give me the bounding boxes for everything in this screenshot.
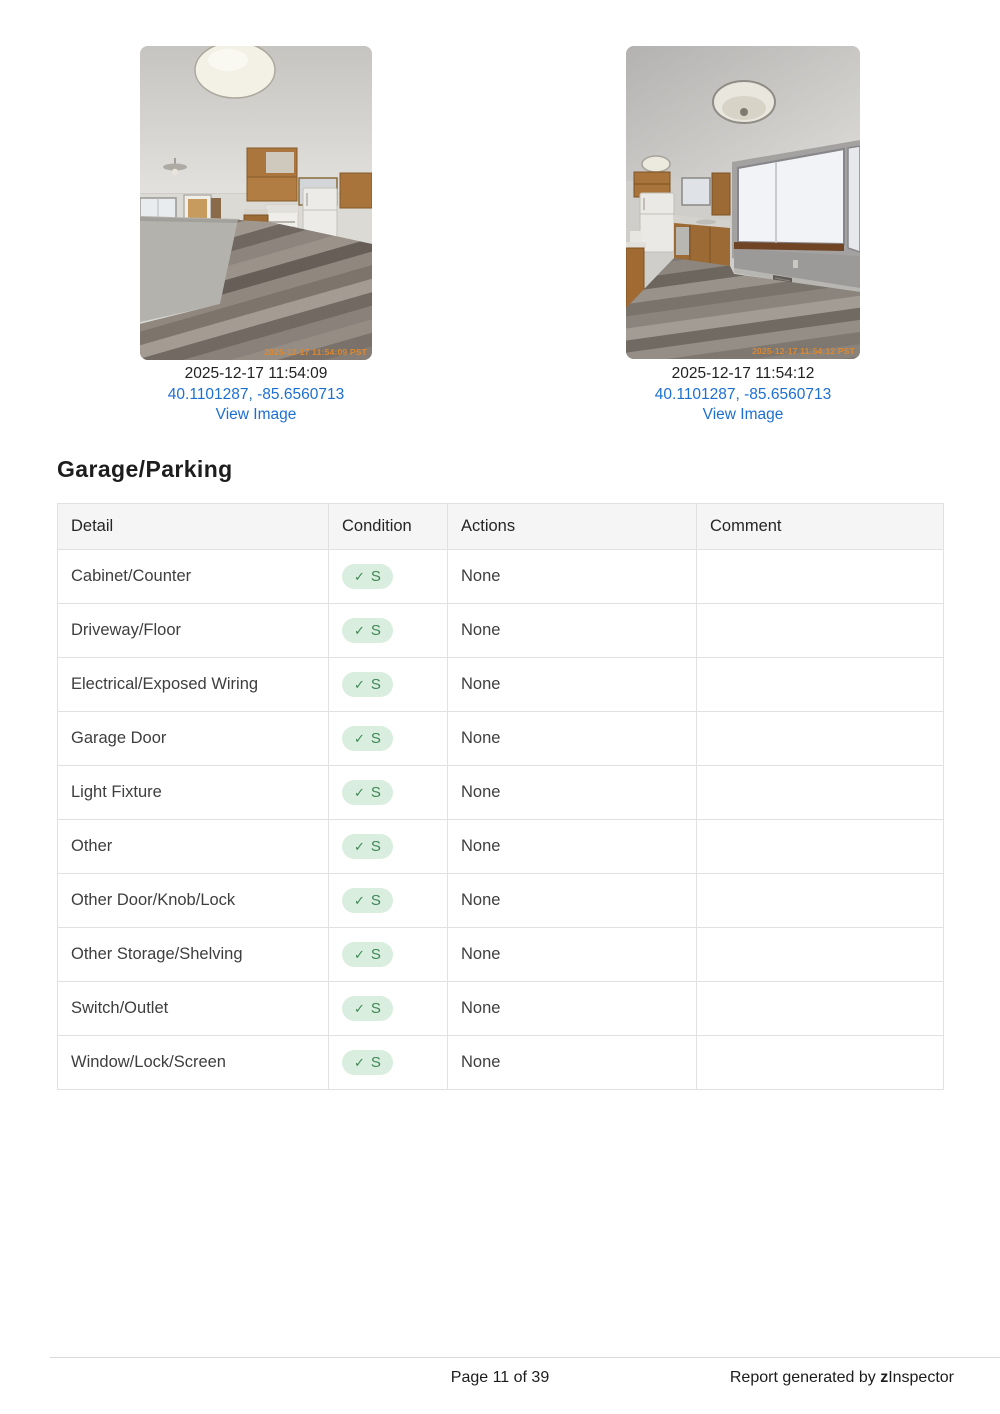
check-icon: ✓: [354, 1001, 365, 1016]
comment-cell: [697, 874, 944, 928]
condition-cell: [329, 820, 448, 874]
check-icon: ✓: [354, 785, 365, 800]
condition-code: S: [370, 946, 381, 963]
condition-cell: [329, 712, 448, 766]
brand-z: z: [880, 1369, 889, 1386]
check-icon: ✓: [354, 947, 365, 962]
condition-code: S: [370, 622, 381, 639]
condition-code: S: [370, 676, 381, 693]
detail-cell: Window/Lock/Screen: [58, 1036, 329, 1090]
section-title: Garage/Parking: [57, 456, 233, 482]
check-icon: ✓: [354, 569, 365, 584]
inspection-table: [57, 503, 944, 1090]
actions-cell: None: [448, 550, 697, 604]
photo-1-coordinates-link[interactable]: 40.1101287, -85.6560713: [167, 385, 345, 403]
photo-1-caption: [140, 364, 372, 426]
photo-1-view-image-link[interactable]: View Image: [215, 406, 297, 423]
condition-badge: [342, 1050, 393, 1075]
photo-2-timestamp: 2025-12-17 11:54:12: [671, 365, 815, 382]
actions-cell: None: [448, 1036, 697, 1090]
photo-2-coordinates-link[interactable]: 40.1101287, -85.6560713: [654, 385, 832, 403]
condition-code: S: [370, 784, 381, 801]
report-generator-credit: [730, 1369, 954, 1387]
comment-cell: [697, 1036, 944, 1090]
table-row: [58, 712, 944, 766]
property-photo-1: [140, 46, 372, 360]
actions-cell: None: [448, 820, 697, 874]
outlet: [793, 260, 798, 268]
photo-2-view-image-link[interactable]: View Image: [702, 406, 784, 423]
comment-cell: [697, 820, 944, 874]
check-icon: ✓: [354, 839, 365, 854]
actions-cell: None: [448, 874, 697, 928]
condition-cell: [329, 982, 448, 1036]
check-icon: ✓: [354, 623, 365, 638]
table-row: [58, 604, 944, 658]
table-row: [58, 982, 944, 1036]
table-row: [58, 874, 944, 928]
condition-badge: [342, 942, 393, 967]
condition-code: S: [370, 1054, 381, 1071]
small-dome-light-icon: [642, 156, 670, 172]
actions-cell: None: [448, 766, 697, 820]
dome-light-icon: [195, 46, 275, 98]
condition-cell: [329, 550, 448, 604]
table-header-row: [58, 504, 944, 550]
detail-cell: Cabinet/Counter: [58, 550, 329, 604]
check-icon: ✓: [354, 893, 365, 908]
condition-badge: [342, 618, 393, 643]
property-photo-2: [626, 46, 860, 359]
condition-code: S: [370, 568, 381, 585]
condition-badge: [342, 726, 393, 751]
detail-cell: Electrical/Exposed Wiring: [58, 658, 329, 712]
condition-code: S: [370, 892, 381, 909]
comment-cell: [697, 982, 944, 1036]
condition-cell: [329, 604, 448, 658]
table-row: [58, 928, 944, 982]
table-row: [58, 820, 944, 874]
detail-cell: Driveway/Floor: [58, 604, 329, 658]
header-actions: Actions: [448, 504, 697, 550]
actions-cell: None: [448, 604, 697, 658]
condition-code: S: [370, 1000, 381, 1017]
condition-badge: [342, 672, 393, 697]
condition-cell: [329, 766, 448, 820]
actions-cell: None: [448, 658, 697, 712]
actions-cell: None: [448, 928, 697, 982]
detail-cell: Other Door/Knob/Lock: [58, 874, 329, 928]
comment-cell: [697, 604, 944, 658]
condition-code: S: [370, 838, 381, 855]
condition-cell: [329, 874, 448, 928]
header-condition: Condition: [329, 504, 448, 550]
detail-cell: Switch/Outlet: [58, 982, 329, 1036]
photo-1-scene: [140, 46, 372, 360]
condition-code: S: [370, 730, 381, 747]
condition-cell: [329, 928, 448, 982]
comment-cell: [697, 928, 944, 982]
generated-by-text: Report generated by: [729, 1369, 881, 1386]
comment-cell: [697, 766, 944, 820]
condition-badge: [342, 834, 393, 859]
condition-badge: [342, 564, 393, 589]
condition-cell: [329, 1036, 448, 1090]
brand-rest: Inspector: [888, 1369, 954, 1386]
condition-badge: [342, 780, 393, 805]
photo-1-timestamp: 2025-12-17 11:54:09: [184, 365, 328, 382]
photo-2-caption: [627, 364, 859, 426]
detail-cell: Garage Door: [58, 712, 329, 766]
comment-cell: [697, 712, 944, 766]
footer-divider: [50, 1357, 1000, 1358]
check-icon: ✓: [354, 731, 365, 746]
check-icon: ✓: [354, 1055, 365, 1070]
detail-cell: Light Fixture: [58, 766, 329, 820]
header-comment: Comment: [697, 504, 944, 550]
detail-cell: Other: [58, 820, 329, 874]
table-row: [58, 766, 944, 820]
comment-cell: [697, 658, 944, 712]
condition-badge: [342, 888, 393, 913]
comment-cell: [697, 550, 944, 604]
condition-cell: [329, 658, 448, 712]
photo-2-scene: [626, 46, 860, 359]
table-row: [58, 550, 944, 604]
photo-1-timestamp-watermark: 2025-12-17 11:54:09 PST: [264, 347, 367, 357]
dome-light-icon: [713, 81, 775, 123]
detail-cell: Other Storage/Shelving: [58, 928, 329, 982]
page-number: Page 11 of 39: [450, 1369, 550, 1386]
actions-cell: None: [448, 712, 697, 766]
actions-cell: None: [448, 982, 697, 1036]
header-detail: Detail: [58, 504, 329, 550]
table-row: [58, 658, 944, 712]
photo-2-timestamp-watermark: 2025-12-17 11:54:12 PST: [752, 346, 855, 356]
condition-badge: [342, 996, 393, 1021]
table-row: [58, 1036, 944, 1090]
check-icon: ✓: [354, 677, 365, 692]
